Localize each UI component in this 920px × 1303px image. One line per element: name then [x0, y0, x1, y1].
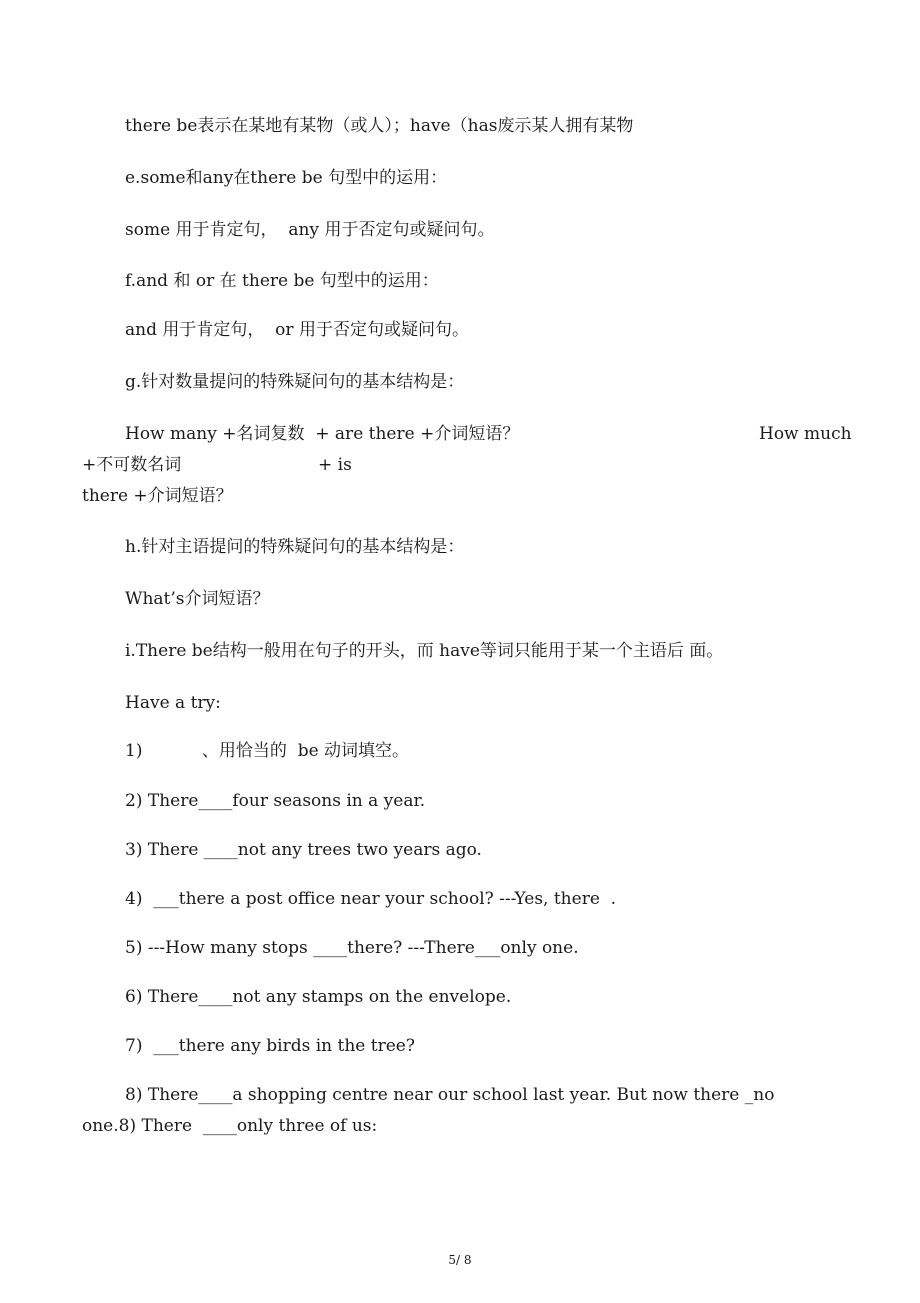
exercise-item-8-continued: one.8) There ____only three of us: [82, 1116, 378, 1136]
exercise-item-3: 3) There ____not any trees two years ago. [125, 840, 482, 860]
exercise-item-8: 8) There____a shopping centre near our school last year. But now there _no [125, 1085, 775, 1105]
exercise-item-7: 7) ___there any birds in the tree? [125, 1036, 415, 1056]
exercise-item-2: 2) There____four seasons in a year. [125, 791, 426, 811]
text-line-uncountable-noun: +不可数名词 [82, 455, 182, 475]
text-line-how-many-structure: How many +名词复数 + are there +介词短语？ [125, 424, 520, 444]
text-line-have-a-try: Have a try: [125, 693, 221, 713]
exercise-instruction: 1) 、用恰当的 be 动词填空。 [125, 741, 410, 761]
page-number: 5/ 8 [448, 1253, 472, 1267]
text-line-whats-structure: What’s介词短语？ [125, 589, 270, 609]
exercise-item-5: 5) ---How many stops ____there? ---There___only one. [125, 938, 579, 958]
text-line-there-be-position: i.There be结构一般用在句子的开头，而 have等词只能用于某一个主语后 面。 [125, 641, 724, 661]
text-line-and-or-usage: and 用于肯定句， or 用于否定句或疑问句。 [125, 320, 469, 340]
text-line-some-any-heading: e.some和any在there be 句型中的运用： [125, 168, 448, 188]
exercise-item-6: 6) There____not any stamps on the envelope. [125, 987, 512, 1007]
text-line-and-or-heading: f.and 和 or 在 there be 句型中的运用： [125, 271, 439, 291]
exercise-item-4: 4) ___there a post office near your school? ---Yes, there . [125, 889, 617, 909]
text-line-quantity-question-heading: g.针对数量提问的特殊疑问句的基本结构是： [125, 372, 465, 392]
text-line-there-be-meaning: there be表示在某地有某物（或人）；have（has废示某人拥有某物 [125, 116, 634, 136]
text-line-there-prep-phrase: there +介词短语？ [82, 486, 233, 506]
text-line-some-any-usage: some 用于肯定句， any 用于否定句或疑问句。 [125, 220, 495, 240]
text-line-plus-is: + is [318, 455, 352, 475]
text-line-how-much-start: How much [759, 424, 852, 444]
text-line-subject-question-heading: h.针对主语提问的特殊疑问句的基本结构是： [125, 537, 465, 557]
